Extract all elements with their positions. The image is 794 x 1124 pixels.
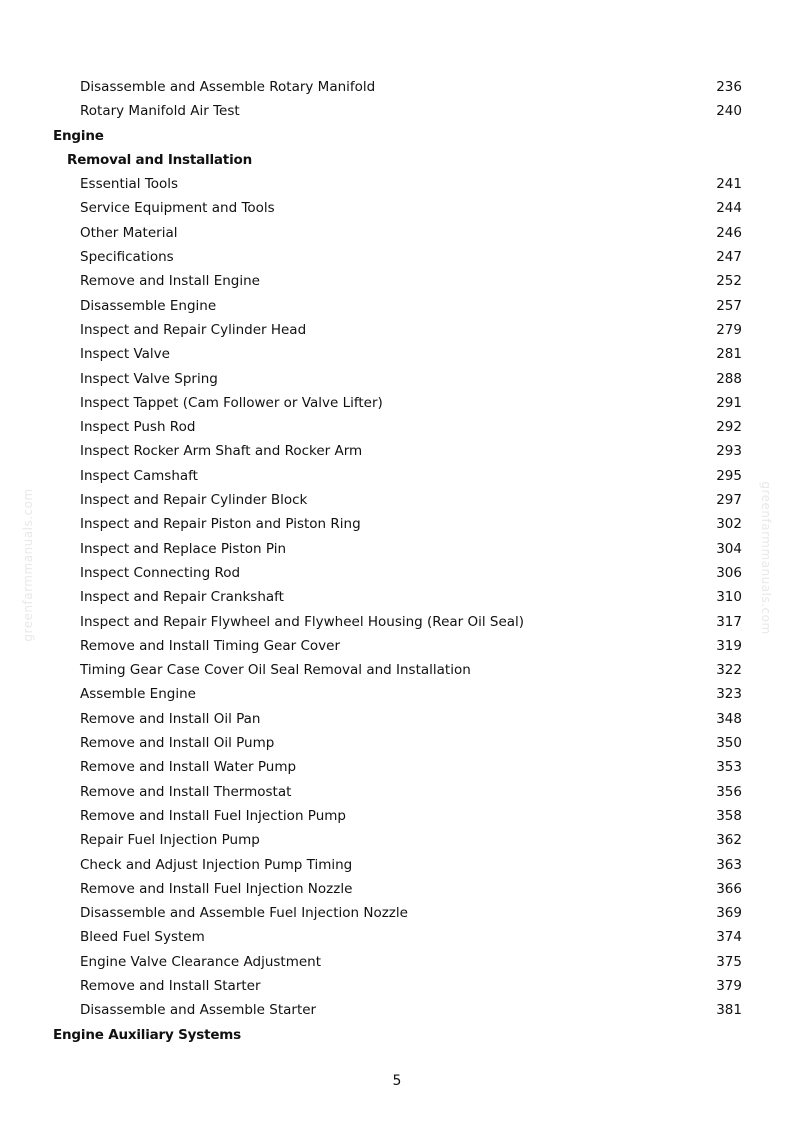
toc-entry-title: Inspect Tappet (Cam Follower or Valve Lifter) <box>80 394 383 411</box>
toc-entry[interactable] <box>0 658 794 682</box>
toc-entry[interactable] <box>0 221 794 245</box>
toc-entry[interactable] <box>0 901 794 925</box>
toc-entry-page: 236 <box>716 79 742 95</box>
toc-entry-page: 322 <box>716 662 742 679</box>
toc-entry[interactable] <box>0 561 794 585</box>
toc-entry[interactable] <box>0 682 794 706</box>
toc-entry-title: Specifications <box>80 249 174 266</box>
toc-entry-page: 297 <box>716 492 742 509</box>
toc-entry[interactable] <box>0 172 794 196</box>
toc-entry-title: Inspect Connecting Rod <box>80 564 241 581</box>
toc-entry-title: Remove and Install Timing Gear Cover <box>80 637 341 654</box>
toc-entry[interactable] <box>0 99 794 123</box>
toc-entry-title: Engine Auxiliary Systems <box>53 1026 241 1043</box>
toc-entry-page: 323 <box>716 686 742 703</box>
toc-entry[interactable] <box>0 342 794 366</box>
toc-entry-page: 363 <box>716 856 742 873</box>
toc-entry-title: Inspect and Repair Flywheel and Flywheel Housing (Rear Oil Seal) <box>80 613 525 630</box>
toc-entry-title: Inspect Push Rod <box>80 419 196 436</box>
watermark-left: greenfarmmanuals.com <box>21 488 35 642</box>
toc-entry[interactable] <box>0 974 794 998</box>
toc-entry-page: 252 <box>716 273 742 290</box>
toc-entry-page: 362 <box>716 832 742 849</box>
toc-entry-page: 375 <box>716 953 742 970</box>
toc-entry[interactable] <box>0 610 794 634</box>
toc-entry[interactable] <box>0 950 794 974</box>
toc-entry-title: Bleed Fuel System <box>80 929 205 946</box>
toc-entry-title: Rotary Manifold Air Test <box>80 103 240 120</box>
toc-entry-title: Remove and Install Water Pump <box>80 759 297 776</box>
toc-entry-title: Inspect and Repair Piston and Piston Ring <box>80 516 361 533</box>
toc-entry-title: Inspect Rocker Arm Shaft and Rocker Arm <box>80 443 363 460</box>
toc-entry-page: 279 <box>716 321 742 338</box>
toc-entry-page: 374 <box>716 929 742 946</box>
toc-entry-page: 304 <box>716 540 742 557</box>
toc-entry-title: Remove and Install Oil Pan <box>80 710 261 727</box>
toc-entry-title: Inspect Valve Spring <box>80 370 218 387</box>
toc-entry-page: 317 <box>716 613 742 630</box>
toc-entry-title: Disassemble and Assemble Starter <box>80 1002 317 1019</box>
toc-entry[interactable] <box>0 731 794 755</box>
table-of-contents <box>0 75 794 1047</box>
toc-entry-page: 350 <box>716 735 742 752</box>
toc-entry[interactable] <box>0 391 794 415</box>
toc-entry[interactable] <box>0 804 794 828</box>
toc-entry-page: 302 <box>716 516 742 533</box>
toc-entry-title: Remove and Install Oil Pump <box>80 735 275 752</box>
toc-entry[interactable] <box>0 755 794 779</box>
toc-entry-title: Engine Valve Clearance Adjustment <box>80 953 322 970</box>
toc-entry[interactable] <box>0 367 794 391</box>
page-number: 5 <box>392 1073 402 1089</box>
toc-entry-title: Essential Tools <box>80 176 179 193</box>
toc-entry-page: 246 <box>716 224 742 241</box>
toc-entry-page: 379 <box>716 977 742 994</box>
toc-entry[interactable] <box>0 269 794 293</box>
toc-entry-page: 257 <box>716 297 742 314</box>
toc-entry-page: 353 <box>716 759 742 776</box>
toc-entry-page: 319 <box>716 637 742 654</box>
toc-entry-title: Remove and Install Fuel Injection Pump <box>80 807 346 824</box>
toc-entry-title: Engine <box>53 127 104 144</box>
toc-entry-page: 281 <box>716 346 742 363</box>
toc-entry[interactable] <box>0 780 794 804</box>
toc-entry[interactable] <box>0 537 794 561</box>
toc-entry[interactable] <box>0 877 794 901</box>
toc-entry[interactable] <box>0 925 794 949</box>
toc-entry[interactable] <box>0 828 794 852</box>
toc-entry[interactable] <box>0 488 794 512</box>
toc-entry-title: Inspect Valve <box>80 346 170 363</box>
toc-entry[interactable] <box>0 415 794 439</box>
toc-entry-page: 240 <box>716 103 742 120</box>
toc-entry-page: 356 <box>716 783 742 800</box>
toc-entry-title: Inspect Camshaft <box>80 467 198 484</box>
toc-entry-page: 292 <box>716 419 742 436</box>
toc-entry-title: Inspect and Repair Crankshaft <box>80 589 284 606</box>
toc-entry-title: Timing Gear Case Cover Oil Seal Removal and Installation <box>80 662 471 679</box>
toc-entry-title: Remove and Install Fuel Injection Nozzle <box>80 880 353 897</box>
toc-entry-page: 306 <box>716 564 742 581</box>
watermark-right: greenfarmmanuals.com <box>759 481 773 635</box>
toc-entry-page: 288 <box>716 370 742 387</box>
toc-entry-title: Remove and Install Thermostat <box>80 783 292 800</box>
toc-entry[interactable] <box>0 998 794 1022</box>
toc-entry[interactable] <box>0 294 794 318</box>
toc-entry-title: Remove and Install Starter <box>80 977 261 994</box>
toc-entry-page: 295 <box>716 467 742 484</box>
toc-entry-title: Disassemble Engine <box>80 297 217 314</box>
toc-entry-title: Check and Adjust Injection Pump Timing <box>80 856 353 873</box>
toc-entry[interactable] <box>0 318 794 342</box>
toc-entry-page: 366 <box>716 880 742 897</box>
toc-entry[interactable] <box>0 512 794 536</box>
toc-entry-title: Inspect and Repair Cylinder Block <box>80 492 308 509</box>
toc-entry[interactable] <box>0 75 794 99</box>
toc-entry-page: 244 <box>716 200 742 217</box>
toc-entry-page: 369 <box>716 905 742 922</box>
toc-entry[interactable] <box>0 439 794 463</box>
toc-entry-page: 241 <box>716 176 742 193</box>
toc-entry-title: Removal and Installation <box>67 151 252 168</box>
toc-entry[interactable] <box>0 634 794 658</box>
toc-entry[interactable] <box>0 853 794 877</box>
toc-entry-page: 348 <box>716 710 742 727</box>
toc-entry-page: 293 <box>716 443 742 460</box>
toc-entry-title: Service Equipment and Tools <box>80 200 275 217</box>
toc-entry[interactable] <box>0 464 794 488</box>
toc-entry-title: Disassemble and Assemble Fuel Injection Nozzle <box>80 905 408 922</box>
toc-entry-page: 310 <box>716 589 742 606</box>
toc-entry-page: 247 <box>716 249 742 266</box>
toc-chapter-heading[interactable] <box>0 1023 794 1047</box>
toc-entry-title: Inspect and Replace Piston Pin <box>80 540 287 557</box>
toc-entry-title: Remove and Install Engine <box>80 273 260 290</box>
toc-entry[interactable] <box>0 196 794 220</box>
toc-entry-title: Assemble Engine <box>80 686 196 703</box>
toc-chapter-heading[interactable] <box>0 124 794 148</box>
toc-entry-title: Disassemble and Assemble Rotary Manifold <box>80 79 376 95</box>
toc-entry-title: Other Material <box>80 224 178 241</box>
toc-entry-page: 291 <box>716 394 742 411</box>
toc-entry[interactable] <box>0 707 794 731</box>
toc-entry[interactable] <box>0 585 794 609</box>
toc-entry-title: Inspect and Repair Cylinder Head <box>80 321 307 338</box>
toc-section-heading[interactable] <box>0 148 794 172</box>
toc-entry-page: 381 <box>716 1002 742 1019</box>
toc-entry-title: Repair Fuel Injection Pump <box>80 832 260 849</box>
toc-entry-page: 358 <box>716 807 742 824</box>
toc-entry[interactable] <box>0 245 794 269</box>
